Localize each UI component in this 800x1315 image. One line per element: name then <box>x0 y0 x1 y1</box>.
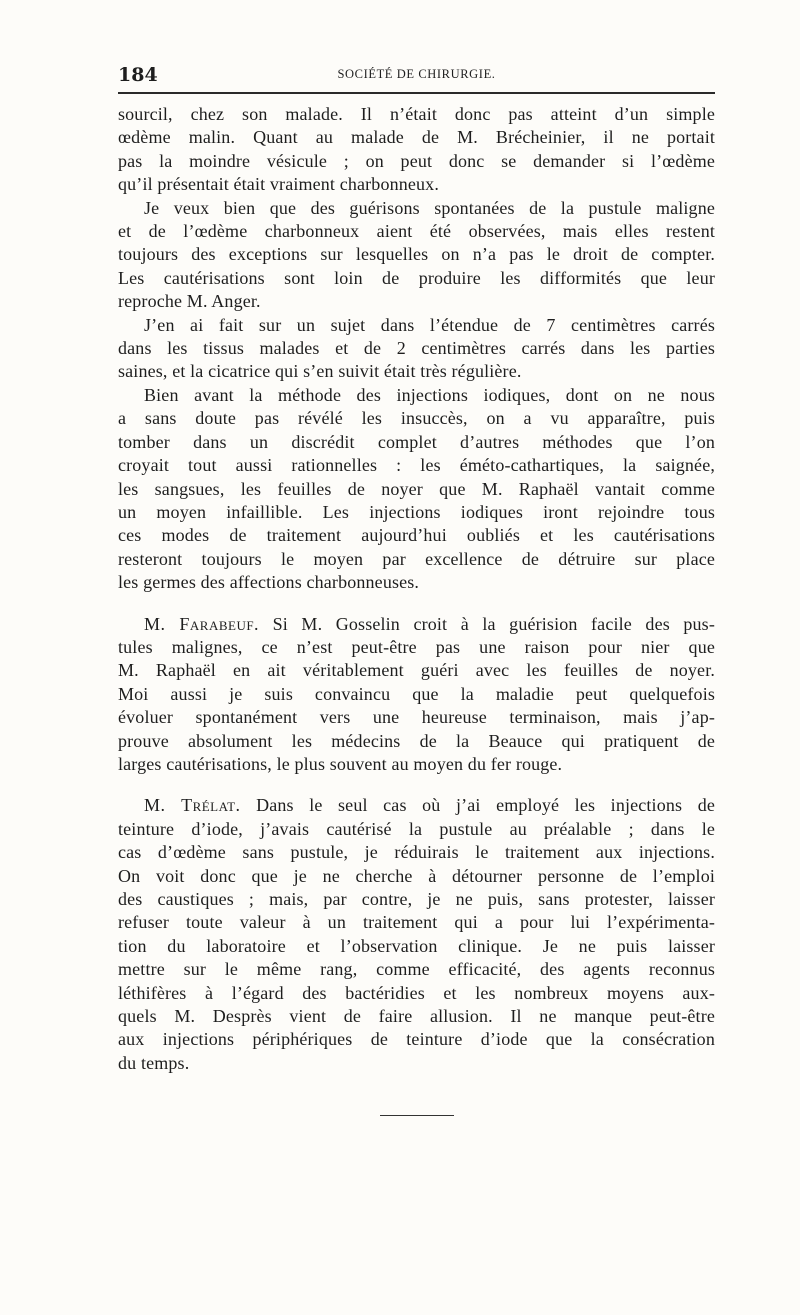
page-number: 184 <box>118 64 158 86</box>
paragraph-continuation <box>118 103 715 197</box>
text-line: saines, et la cicatrice qui s’en suivit était très régulière. <box>118 361 522 382</box>
text-line: quels M. Desprès vient de faire allusion. Il ne manque peut-être <box>118 1006 715 1027</box>
text-line: du temps. <box>118 1052 190 1073</box>
text-line: tion du laboratoire et l’observation clinique. Je ne puis laisser <box>118 935 715 956</box>
text-line <box>118 794 715 817</box>
text-line: croyait tout aussi rationnelles : les éméto-cathartiques, la saignée, <box>118 455 715 476</box>
speech-text: Dans le seul cas où j’ai employé les injections de <box>256 795 715 816</box>
text-line: ces modes de traitement aujourd’hui oubliés et les cautérisations <box>118 525 715 546</box>
text-line: teinture d’iode, j’avais cautérisé la pustule au préalable ; dans le <box>118 818 715 839</box>
text-line: cas d’œdème sans pustule, je réduirais le traitement aux injections. <box>118 842 715 863</box>
text-line: pas la moindre vésicule ; on peut donc se demander si l’œdème <box>118 150 715 171</box>
text-line: resteront toujours le moyen par excellence de détruire sur place <box>118 548 715 569</box>
text-line: a sans doute pas révélé les insuccès, on a vu apparaître, puis <box>118 408 715 429</box>
text-line: et de l’œdème charbonneux aient été observées, mais elles restent <box>118 221 715 242</box>
text-line: œdème malin. Quant au malade de M. Brécheinier, il ne portait <box>118 127 715 148</box>
text-line: les germes des affections charbonneuses. <box>118 572 420 593</box>
speaker-name: M. Farabeuf. <box>144 613 260 634</box>
text-line: J’en ai fait sur un sujet dans l’étendue de 7 centimètres carrés <box>144 314 715 335</box>
speaker-name: M. Trélat. <box>144 795 241 816</box>
paragraph <box>118 197 715 314</box>
paragraph <box>118 314 715 384</box>
text-line: un moyen infaillible. Les injections iodiques iront rejoindre tous <box>118 501 715 522</box>
end-rule <box>380 1115 454 1116</box>
text-line: prouve absolument les médecins de la Beauce qui pratiquent de <box>118 730 715 751</box>
section-gap <box>118 595 715 613</box>
text-line: reproche M. Anger. <box>118 291 261 312</box>
text-line: qu’il présentait était vraiment charbonneux. <box>118 174 439 195</box>
intervention-farabeuf <box>118 613 715 777</box>
text-line: mettre sur le même rang, comme efficacité, des agents reconnus <box>118 959 715 980</box>
text-line: Moi aussi je suis convaincu que la maladie peut quelquefois <box>118 683 715 704</box>
text-line: Bien avant la méthode des injections iodiques, dont on ne nous <box>144 384 715 405</box>
text-line: les sangsues, les feuilles de noyer que M. Raphaël vantait comme <box>118 478 715 499</box>
text-line: refuser toute valeur à un traitement qui a pour lui l’expérimenta- <box>118 912 715 933</box>
text-line: dans les tissus malades et de 2 centimètres carrés dans les parties <box>118 338 715 359</box>
text-line: larges cautérisations, le plus souvent au moyen du fer rouge. <box>118 753 563 774</box>
text-line: sourcil, chez son malade. Il n’était donc pas atteint d’un simple <box>118 104 715 124</box>
text-line <box>118 613 715 636</box>
text-line: On voit donc que je ne cherche à détourner personne de l’emploi <box>118 865 715 886</box>
paragraph <box>118 384 715 595</box>
intervention-trelat <box>118 794 715 1075</box>
section-gap <box>118 776 715 794</box>
text-line: M. Raphaël en ait véritablement guéri avec les feuilles de noyer. <box>118 660 715 681</box>
speech-text: Si M. Gosselin croit à la guérision facile des pus- <box>272 613 715 634</box>
text-line: tules malignes, ce n’est peut-être pas une raison pour nier que <box>118 636 715 657</box>
journal-title: SOCIÉTÉ DE CHIRURGIE. <box>337 67 496 81</box>
text-line: toujours des exceptions sur lesquelles on n’a pas le droit de compter. <box>118 244 715 265</box>
text-line: léthifères à l’égard des bactéridies et les nombreux moyens aux- <box>118 982 715 1003</box>
running-head <box>118 62 715 92</box>
text-line: Je veux bien que des guérisons spontanées de la pustule maligne <box>144 197 715 218</box>
text-line: aux injections périphériques de teinture d’iode que la consécration <box>118 1029 715 1050</box>
text-line: des caustiques ; mais, par contre, je ne puis, sans protester, laisser <box>118 889 715 909</box>
text-line: Les cautérisations sont loin de produire les difformités que leur <box>118 267 715 288</box>
book-page <box>118 62 715 1116</box>
text-line: évoluer spontanément vers une heureuse terminaison, mais j’ap- <box>118 707 715 728</box>
header-rule <box>118 92 715 94</box>
text-line: tomber dans un discrédit complet d’autres méthodes que l’on <box>118 431 715 452</box>
